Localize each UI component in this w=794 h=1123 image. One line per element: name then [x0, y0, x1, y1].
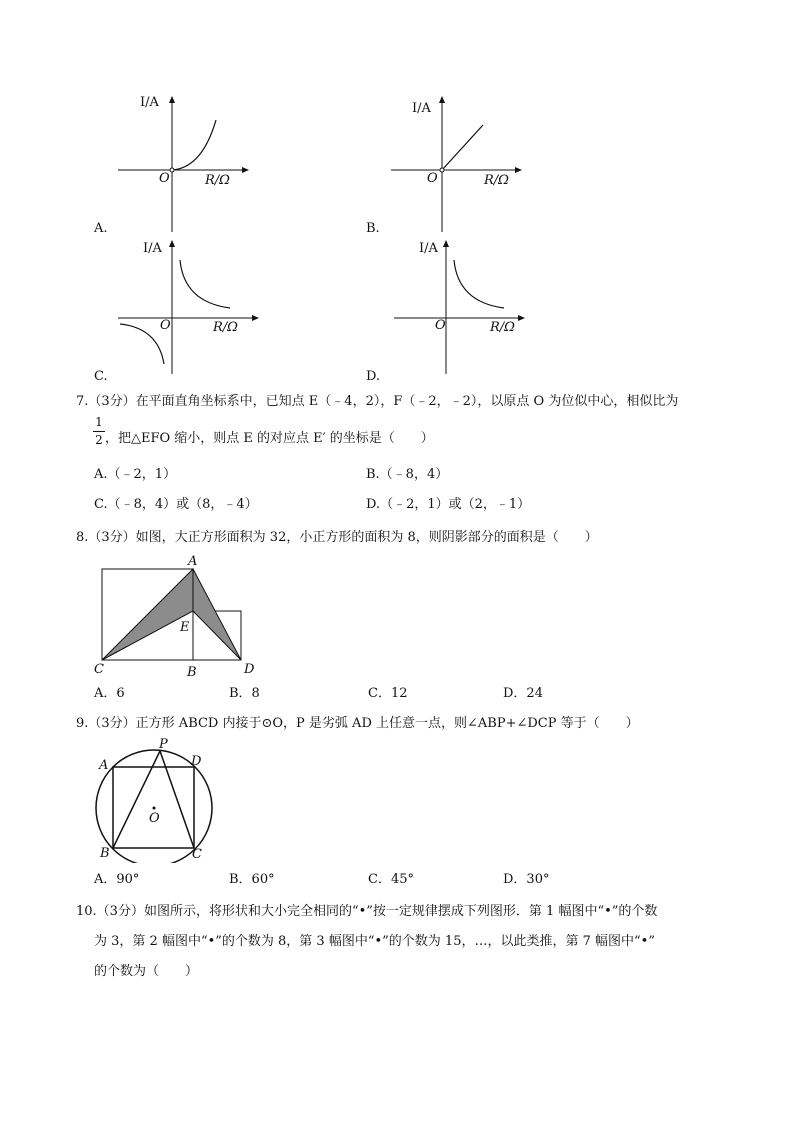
segment-cp [160, 751, 194, 848]
q7-fraction-denominator: 2 [95, 433, 103, 447]
q9-figure-svg [92, 745, 222, 863]
graph-d-svg [390, 236, 530, 376]
graph-d-y-label: I/A [419, 241, 438, 256]
q8-stem: 8.（3分）如图，大正方形面积为 32，小正方形的面积为 8，则阴影部分的面积是（ ） [76, 530, 598, 545]
q9-option-b: B．60° [229, 872, 275, 887]
option-b-label: B. [366, 221, 380, 236]
graph-b-origin: O [427, 171, 438, 186]
q8-option-b: B．8 [229, 686, 260, 701]
q8-figure [95, 553, 265, 683]
y-axis-arrow [169, 96, 175, 103]
q8-label-a: A [188, 554, 198, 569]
q9-label-a: A [99, 758, 109, 773]
q7-fraction-numerator: 1 [95, 415, 103, 429]
q9-option-a: A．90° [94, 872, 140, 887]
graph-c-origin: O [160, 318, 171, 333]
origin-circle [170, 168, 174, 172]
q9-stem: 9.（3分）正方形 ABCD 内接于⊙O，P 是劣弧 AD 上任意一点，则∠ABP+∠DCP 等于（ ） [76, 716, 639, 731]
x-axis-arrow [242, 167, 249, 173]
q7-option-d: D.（﹣2，1）或（2，﹣1） [366, 497, 531, 512]
option-d-label: D. [366, 369, 381, 384]
graph-c-x-label: R/Ω [213, 320, 238, 335]
q8-label-c: C [94, 662, 104, 677]
q7-stem-line2: ，把△EFO 缩小，则点 E 的对应点 E′ 的坐标是（ ） [105, 431, 434, 446]
q9-option-c: C．45° [368, 872, 414, 887]
q9-label-o: O [149, 811, 160, 826]
q9-figure [92, 745, 222, 863]
q9-label-b: B [100, 846, 110, 861]
option-a-label: A. [94, 221, 108, 236]
q8-option-c: C．12 [368, 686, 408, 701]
y-axis-arrow [169, 240, 175, 247]
graph-d-origin: O [435, 318, 446, 333]
x-axis-arrow [518, 315, 525, 321]
q9-label-p: P [159, 737, 168, 752]
q9-label-d: D [191, 754, 202, 769]
graph-a-x-label: R/Ω [205, 173, 230, 188]
graph-c [112, 236, 262, 376]
hyperbola-branch-upper [180, 260, 230, 308]
q7-fraction-bar [93, 431, 105, 432]
graph-c-y-label: I/A [143, 241, 162, 256]
q10-stem-line1: 10.（3分）如图所示，将形状和大小完全相同的“•”按一定规律摆成下列图形．第 1 幅图中“•”的个数 [76, 904, 658, 919]
hyperbola-branch [454, 260, 504, 308]
graph-b [385, 90, 525, 238]
q8-option-a: A．6 [94, 686, 125, 701]
q7-stem-line1: 7.（3分）在平面直角坐标系中，已知点 E（﹣4，2），F（﹣2，﹣2），以原点 O 为位似中心，相似比为 [76, 394, 679, 409]
q8-option-d: D．24 [503, 686, 543, 701]
y-axis-arrow [443, 240, 449, 247]
graph-d [390, 236, 530, 376]
y-axis-arrow [439, 96, 445, 103]
shaded-triangle-left [102, 569, 193, 660]
graph-d-x-label: R/Ω [490, 320, 515, 335]
graph-a-svg [112, 90, 252, 238]
q9-label-c: C [192, 847, 202, 862]
q8-label-b: B [187, 665, 197, 680]
q9-option-d: D．30° [503, 872, 550, 887]
q8-label-e: E [180, 620, 190, 635]
x-axis-arrow [252, 315, 259, 321]
graph-c-svg [112, 236, 262, 376]
line-graph [442, 125, 483, 170]
graph-a [112, 90, 252, 238]
q10-stem-line3: 的个数为（ ） [94, 964, 199, 979]
graph-a-y-label: I/A [140, 95, 159, 110]
x-axis-arrow [515, 167, 522, 173]
origin-circle [440, 168, 444, 172]
graph-b-svg [385, 90, 525, 238]
q7-option-c: C.（﹣8，4）或（8，﹣4） [94, 497, 258, 512]
segment-bp [113, 751, 160, 848]
q8-figure-svg [95, 553, 265, 683]
q10-stem-line2: 为 3，第 2 幅图中“•”的个数为 8，第 3 幅图中“•”的个数为 15，…，以此类推，第 7 幅图中“•” [94, 934, 655, 949]
curve [172, 120, 216, 170]
option-c-label: C. [94, 369, 108, 384]
graph-b-y-label: I/A [412, 101, 431, 116]
shaded-triangle-right [193, 569, 241, 660]
graph-a-origin: O [159, 171, 170, 186]
q7-option-b: B.（﹣8，4） [366, 467, 449, 482]
graph-b-x-label: R/Ω [484, 173, 509, 188]
q8-label-d: D [244, 662, 255, 677]
q7-option-a: A.（﹣2，1） [94, 467, 177, 482]
hyperbola-branch-lower [120, 324, 164, 364]
